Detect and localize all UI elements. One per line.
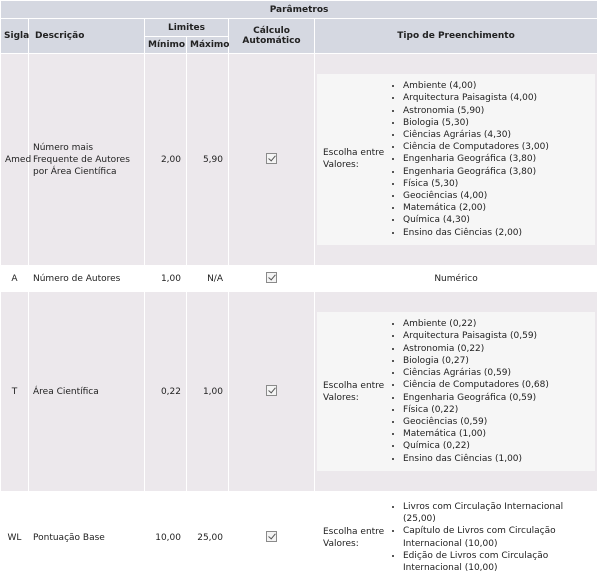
cell-sigla: Amed — [1, 54, 29, 266]
cell-sigla: T — [1, 292, 29, 492]
cell-descricao: Pontuação Base — [29, 492, 145, 584]
list-item: • Ensino das Ciências (1,00) — [403, 453, 549, 465]
table-row — [1, 266, 597, 292]
list-item: • Biologia (5,30) — [403, 117, 549, 129]
list-item: • Química (0,22) — [403, 440, 549, 452]
list-item: • Engenharia Geográfica (0,59) — [403, 392, 549, 404]
cell-descricao: Área Científica — [29, 292, 145, 492]
cell-maximo: 25,00 — [187, 492, 229, 584]
fill-type-box — [317, 74, 595, 245]
list-item: • Ciências Agrárias (0,59) — [403, 367, 549, 379]
header-descricao: Descrição — [29, 19, 145, 54]
fill-type-box — [317, 312, 595, 470]
cell-descricao: Número mais Frequente de Autores por Área Científica — [29, 54, 145, 266]
group-title: Parâmetros — [1, 1, 597, 19]
fill-type-box — [317, 495, 595, 580]
fill-type-label: Escolha entre Valores: — [323, 526, 385, 549]
list-item: • Ambiente (4,00) — [403, 80, 549, 92]
cell-sigla: WL — [1, 492, 29, 584]
cell-tipo — [315, 54, 597, 266]
cell-calculo — [229, 292, 315, 492]
list-item: • Engenharia Geográfica (3,80) — [403, 153, 549, 165]
list-item: • Astronomia (0,22) — [403, 343, 549, 355]
cell-minimo: 2,00 — [145, 54, 187, 266]
list-item: • Ciência de Computadores (3,00) — [403, 141, 549, 153]
cell-calculo — [229, 266, 315, 292]
cell-minimo: 1,00 — [145, 266, 187, 292]
header-tipo: Tipo de Preenchimento — [315, 19, 597, 54]
list-item: • Ciências Agrárias (4,30) — [403, 129, 549, 141]
list-item: • Ensino das Ciências (2,00) — [403, 227, 549, 239]
cell-sigla: A — [1, 266, 29, 292]
list-item: • Geociências (4,00) — [403, 190, 549, 202]
list-item: • Astronomia (5,90) — [403, 105, 549, 117]
fill-type-label: Escolha entre Valores: — [323, 148, 385, 171]
cell-calculo — [229, 54, 315, 266]
list-item: • Livros com Circulação Internacional (25,00) — [403, 501, 589, 525]
list-item: • Física (5,30) — [403, 178, 549, 190]
table-row — [1, 492, 597, 584]
list-item: • Capítulo de Livros com Circulação Internacional (10,00) — [403, 525, 589, 549]
list-item: • Ciência de Computadores (0,68) — [403, 379, 549, 391]
list-item: • Ambiente (0,22) — [403, 318, 549, 330]
list-item: • Matemática (1,00) — [403, 428, 549, 440]
cell-maximo: 5,90 — [187, 54, 229, 266]
options-list — [389, 318, 549, 464]
list-item: • Biologia (0,27) — [403, 355, 549, 367]
cell-minimo: 0,22 — [145, 292, 187, 492]
options-list — [389, 80, 549, 239]
list-item: • Geociências (0,59) — [403, 416, 549, 428]
cell-tipo: Numérico — [315, 266, 597, 292]
cell-tipo — [315, 292, 597, 492]
fill-type-label: Escolha entre Valores: — [323, 380, 385, 403]
options-list — [389, 501, 589, 574]
list-item: • Matemática (2,00) — [403, 202, 549, 214]
header-maximo: Máximo — [187, 37, 229, 54]
cell-calculo — [229, 492, 315, 584]
list-item: • Edição de Livros com Circulação Internacional (10,00) — [403, 550, 589, 574]
header-limites: Limites — [145, 19, 229, 37]
cell-descricao: Número de Autores — [29, 266, 145, 292]
list-item: • Arquitectura Paisagista (4,00) — [403, 92, 549, 104]
list-item: • Arquitectura Paisagista (0,59) — [403, 330, 549, 342]
table-row — [1, 292, 597, 492]
table-row — [1, 54, 597, 266]
calculo-automatico-checkbox[interactable] — [266, 272, 277, 283]
header-minimo: Mínimo — [145, 37, 187, 54]
list-item: • Engenharia Geográfica (3,80) — [403, 166, 549, 178]
list-item: • Física (0,22) — [403, 404, 549, 416]
cell-minimo: 10,00 — [145, 492, 187, 584]
cell-maximo: N/A — [187, 266, 229, 292]
list-item: • Química (4,30) — [403, 214, 549, 226]
calculo-automatico-checkbox[interactable] — [266, 531, 277, 542]
cell-tipo — [315, 492, 597, 584]
header-sigla: Sigla — [1, 19, 29, 54]
cell-maximo: 1,00 — [187, 292, 229, 492]
header-calculo: Cálculo Automático — [229, 19, 315, 54]
calculo-automatico-checkbox[interactable] — [266, 153, 277, 164]
calculo-automatico-checkbox[interactable] — [266, 385, 277, 396]
